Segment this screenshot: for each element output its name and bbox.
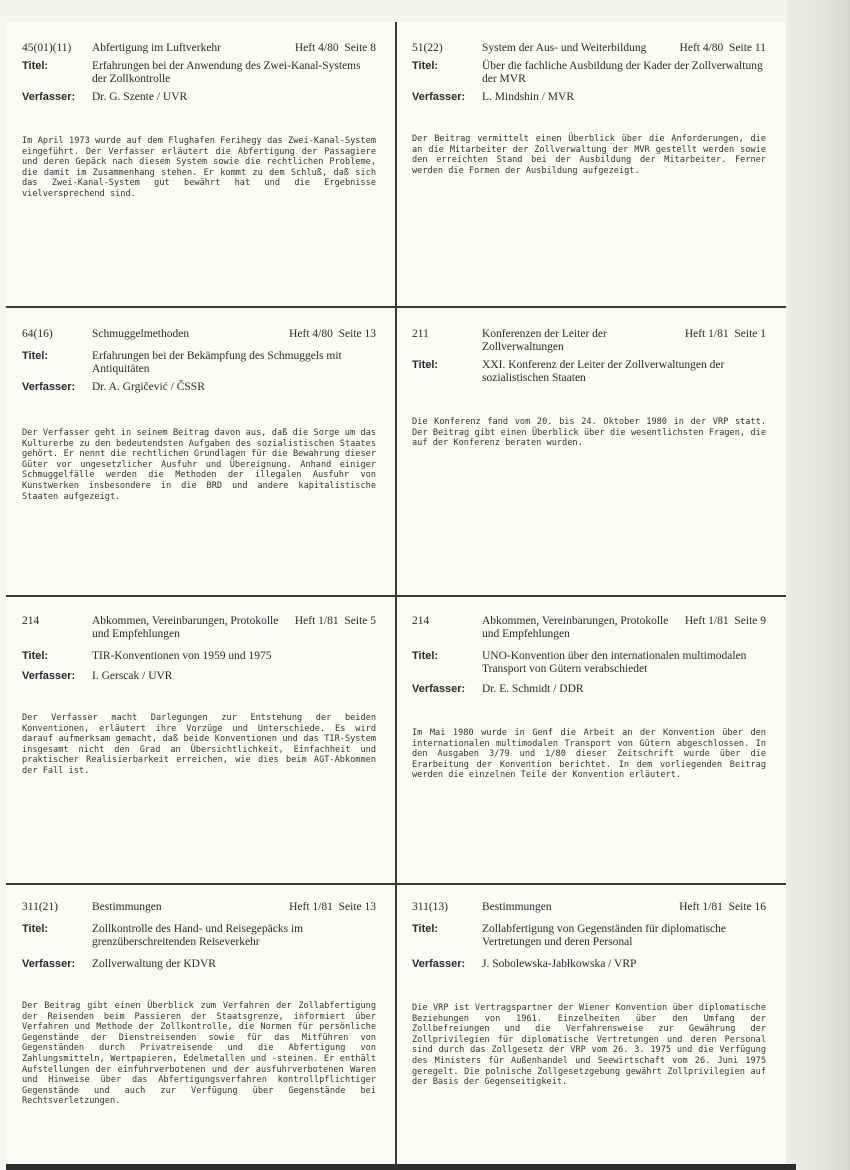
verfasser-label: Verfasser:: [22, 381, 76, 393]
verfasser-label: Verfasser:: [412, 683, 466, 695]
index-card: [22, 328, 376, 502]
entry-number: 211: [412, 328, 429, 340]
verfasser-label: Verfasser:: [412, 91, 466, 103]
entry-author: Dr. G. Szente / UVR: [92, 91, 188, 103]
entry-abstract: Der Beitrag gibt einen Überblick zum Verfahren der Zollabfertigung der Reisenden beim Passieren der Staatsgrenze, informiert über Verfahren und Methode der Zollkontrolle, die Normen für persönliche Gegenstände der Dienstreisenden sowie für das Mitführen von Gegenständen durch Privatreisende und die Abfertigung von Zahlungsmitteln, Wertpapieren, Edelmetallen und -steinen. Er enthält Aufstellungen der einfuhrverbotenen und der ausfuhrverbotenen Waren und Hinweise über das Abfertigungsverfahren kontrollpflichtiger Gegenstände und auch zur Verfügung über Gegenstände bei Rechtsverletzungen.: [22, 1001, 376, 1107]
entry-topic: Schmuggelmethoden: [92, 328, 190, 340]
index-card: [412, 328, 766, 449]
entry-title: Erfahrungen bei der Bekämpfung des Schmuggels mit Antiquitäten: [92, 350, 342, 375]
verfasser-label: Verfasser:: [22, 91, 76, 103]
entry-issue: Heft 4/80: [679, 42, 724, 54]
verfasser-label: Verfasser:: [412, 958, 466, 970]
entry-author: Dr. E. Schmidt / DDR: [482, 683, 584, 695]
entry-title: Zollabfertigung von Gegenständen für diplomatische Vertretungen und deren Personal: [482, 923, 726, 948]
index-card: [22, 615, 376, 777]
entry-topic: Bestimmungen: [482, 901, 552, 913]
index-card: [412, 615, 766, 781]
titel-label: Titel:: [412, 650, 439, 662]
entry-page: Seite 11: [729, 42, 766, 54]
column-divider: [395, 22, 397, 1164]
entry-author: Zollverwaltung der KDVR: [92, 958, 216, 970]
entry-title: Über die fachliche Ausbildung der Kader der Zollverwaltung der MVR: [482, 60, 763, 85]
entry-topic: System der Aus- und Weiterbildung: [482, 42, 647, 54]
index-card: [22, 42, 376, 200]
entry-topic: Konferenzen der Leiter der Zollverwaltungen: [482, 328, 607, 353]
entry-page: Seite 8: [344, 42, 376, 54]
titel-label: Titel:: [412, 359, 439, 371]
titel-label: Titel:: [412, 923, 439, 935]
row-divider-3: [6, 883, 786, 885]
page-edge-shadow: [786, 0, 850, 1170]
entry-issue: Heft 1/81: [684, 615, 729, 627]
entry-number: 51(22): [412, 42, 443, 54]
entry-number: 311(13): [412, 901, 448, 913]
verfasser-label: Verfasser:: [22, 958, 76, 970]
entry-abstract: Der Verfasser macht Darlegungen zur Entstehung der beiden Konventionen, erläutert ihre Vorzüge und Unterschiede. Es wird darauf aufmerksam gemacht, daß beide Konventionen und das TIR-System insgesamt nicht den Grad an Übersichtlichkeit, Einfachheit und praktischer Realisierbarkeit erreichen, wie dies beim AGT-Abkommen der Fall ist.: [22, 713, 376, 776]
page-bottom-edge: [6, 1164, 796, 1170]
titel-label: Titel:: [22, 60, 49, 72]
entry-abstract: Die Konferenz fand vom 20. bis 24. Oktober 1980 in der VRP statt. Der Beitrag gibt einen Überblick über die wesentlichsten Fragen, die auf der Konferenz beraten wurden.: [412, 417, 766, 449]
entry-number: 45(01)(11): [22, 42, 72, 54]
entry-issue: Heft 4/80: [289, 328, 333, 340]
index-card: [412, 42, 766, 176]
entry-abstract: Die VRP ist Vertragspartner der Wiener Konvention über diplomatische Beziehungen von 1961. Einzelheiten über den Umfang der Zollbefreiungen und die Verfahrensweise zur Gewährung der Zollprivilegien für diplomatische Vertretungen und deren Personal sind durch das Zollgesetz der VRP vom 26. 3. 1975 und die Verfügung des Ministers für Außenhandel und Seewirtschaft vom 26. Juni 1975 geregelt. Die polnische Zollgesetzgebung gewährt Zollprivilegien auf der Basis der Gegenseitigkeit.: [412, 1003, 766, 1088]
entry-issue: Heft 4/80: [294, 42, 339, 54]
entry-topic: Abkommen, Vereinbarungen, Protokolle und Empfehlungen: [482, 615, 669, 640]
entry-page: Seite 9: [734, 615, 766, 627]
index-card: [412, 901, 766, 1088]
entry-abstract: Im Mai 1980 wurde in Genf die Arbeit an der Konvention über den internationalen multimodalen Transport von Gütern abgeschlossen. In den Ausgaben 3/79 und 1/80 dieser Zeitschrift wurde über die Erarbeitung der Konvention berichtet. In dem vorliegenden Beitrag werden die einzelnen Teile der Konvention erläutert.: [412, 728, 766, 781]
titel-label: Titel:: [22, 350, 49, 362]
row-divider-2: [6, 595, 786, 597]
entry-issue: Heft 1/81: [289, 901, 333, 913]
entry-abstract: Im April 1973 wurde auf dem Flughafen Ferihegy das Zwei-Kanal-System eingeführt. Der Verfasser erläutert die Abfertigung der Passagiere und deren Gepäck nach diesem System sowie die rechtlichen Probleme, die damit im Zusammenhang stehen. Er kommt zu dem Schluß, daß sich das Zwei-Kanal-System gut bewährt hat und die Ergebnisse vielversprechend sind.: [22, 136, 376, 199]
entry-author: Dr. A. Grgičević / ČSSR: [92, 381, 205, 393]
entry-title: Zollkontrolle des Hand- und Reisegepäcks im grenzüberschreitenden Reiseverkehr: [92, 923, 304, 948]
entry-issue: Heft 1/81: [684, 328, 729, 340]
entry-page: Seite 16: [728, 901, 766, 913]
entry-author: I. Gerscak / UVR: [92, 670, 173, 682]
entry-issue: Heft 1/81: [294, 615, 339, 627]
entry-number: 214: [412, 615, 430, 627]
entry-author: L. Mindshin / MVR: [482, 91, 575, 103]
titel-label: Titel:: [22, 923, 49, 935]
entry-page: Seite 5: [344, 615, 376, 627]
entry-abstract: Der Beitrag vermittelt einen Überblick über die Anforderungen, die an die Mitarbeiter der Zollverwaltung der MVR gestellt werden sowie den erreichten Stand bei der Ausbildung der Mitarbeiter. Ferner werden die Formen der Ausbildung aufgezeigt.: [412, 134, 766, 176]
index-card: [22, 901, 376, 1107]
entry-author: J. Sobolewska-Jabłkowska / VRP: [482, 958, 637, 970]
entry-title: XXI. Konferenz der Leiter der Zollverwaltungen der sozialistischen Staaten: [482, 359, 725, 384]
row-divider-1: [6, 306, 786, 308]
entry-topic: Abkommen, Vereinbarungen, Protokolle und Empfehlungen: [92, 615, 279, 640]
entry-page: Seite 1: [734, 328, 766, 340]
titel-label: Titel:: [22, 650, 49, 662]
verfasser-label: Verfasser:: [22, 670, 76, 682]
entry-number: 64(16): [22, 328, 53, 340]
entry-abstract: Der Verfasser geht in seinem Beitrag davon aus, daß die Sorge um das Kulturerbe zu den bedeutendsten Aufgaben des sozialistischen Staates gehört. Er nennt die rechtlichen Grundlagen für die Bewahrung dieser Güter vor ungesetzlicher Ausfuhr und Übereignung. Anhand einiger Schmuggelfälle werden die Methoden der illegalen Ausfuhr von Kunstwerken insbesondere in die BRD und andere kapitalistische Staaten aufgezeigt.: [22, 428, 376, 502]
entry-title: TIR-Konventionen von 1959 und 1975: [92, 650, 272, 662]
entry-number: 214: [22, 615, 40, 627]
entry-title: UNO-Konvention über den internationalen multimodalen Transport von Gütern verabschiedet: [482, 650, 747, 675]
entry-topic: Bestimmungen: [92, 901, 162, 913]
entry-title: Erfahrungen bei der Anwendung des Zwei-Kanal-Systems der Zollkontrolle: [92, 60, 361, 85]
entry-page: Seite 13: [338, 328, 376, 340]
entry-issue: Heft 1/81: [679, 901, 723, 913]
titel-label: Titel:: [412, 60, 439, 72]
entry-topic: Abfertigung im Luftverkehr: [92, 42, 222, 54]
entry-number: 311(21): [22, 901, 58, 913]
entry-page: Seite 13: [338, 901, 376, 913]
